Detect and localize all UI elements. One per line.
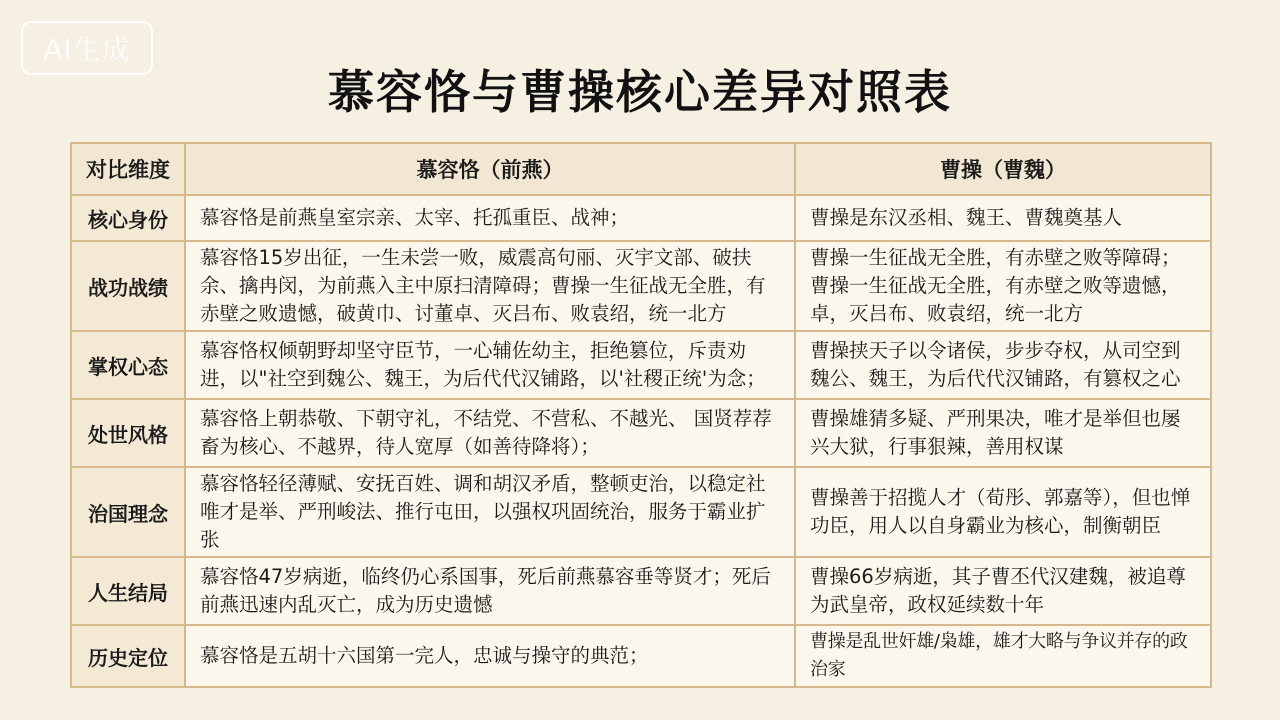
comparison-table — [70, 142, 1212, 688]
header-dimension: 对比维度 — [71, 143, 185, 195]
row-dimension: 掌权心态 — [71, 331, 185, 399]
cell-caocao: 曹操挟天子以令诸侯，步步夺权，从司空到魏公、魏王，为后代代汉铺路，有篡权之心 — [795, 331, 1211, 399]
table-row — [71, 557, 1211, 625]
row-dimension: 人生结局 — [71, 557, 185, 625]
row-dimension: 处世风格 — [71, 399, 185, 467]
ai-generated-badge: AI生成 — [21, 21, 153, 75]
table-row — [71, 625, 1211, 687]
table-row — [71, 195, 1211, 241]
header-murong: 慕容恪（前燕） — [185, 143, 795, 195]
cell-caocao: 曹操善于招揽人才（荀彤、郭嘉等），但也惮功臣，用人以自身霸业为核心，制衡朝臣 — [795, 467, 1211, 557]
row-dimension: 核心身份 — [71, 195, 185, 241]
cell-caocao: 曹操雄猜多疑、严刑果决，唯才是举但也屡兴大狱，行事狠辣，善用权谋 — [795, 399, 1211, 467]
row-dimension: 治国理念 — [71, 467, 185, 557]
page-title: 慕容恪与曹操核心差异对照表 — [328, 65, 952, 119]
cell-murong: 慕容恪轻径薄赋、安抚百姓、调和胡汉矛盾，整顿吏治，以稳定社唯才是举、严刑峻法、推行屯田，以强权巩固统治，服务于霸业扩张 — [185, 467, 795, 557]
cell-murong: 慕容恪是五胡十六国第一完人，忠诚与操守的典范； — [185, 625, 795, 687]
table-header-row — [71, 143, 1211, 195]
cell-murong: 慕容恪上朝恭敬、下朝守礼，不结党、不营私、不越光、 国贤荐荐畜为核心、不越界，待人宽厚（如善待降将）； — [185, 399, 795, 467]
table-row — [71, 467, 1211, 557]
cell-caocao: 曹操是乱世奸雄/枭雄，雄才大略与争议并存的政治家 — [795, 625, 1211, 687]
table-row — [71, 399, 1211, 467]
cell-murong: 慕容恪是前燕皇室宗亲、太宰、托孤重臣、战神； — [185, 195, 795, 241]
cell-caocao: 曹操66岁病逝，其子曹丕代汉建魏，被追尊为武皇帝，政权延续数十年 — [795, 557, 1211, 625]
table-row — [71, 241, 1211, 331]
row-dimension: 战功战绩 — [71, 241, 185, 331]
table-row — [71, 331, 1211, 399]
row-dimension: 历史定位 — [71, 625, 185, 687]
cell-caocao: 曹操是东汉丞相、魏王、曹魏奠基人 — [795, 195, 1211, 241]
comparison-table-container — [70, 142, 1210, 688]
cell-caocao: 曹操一生征战无全胜，有赤壁之败等障碍；曹操一生征战无全胜，有赤壁之败等遗憾，卓，灭吕布、败袁绍，统一北方 — [795, 241, 1211, 331]
cell-murong: 慕容恪权倾朝野却坚守臣节，一心辅佐幼主，拒绝篡位，斥责劝进，以"社空到魏公、魏王，为后代代汉铺路，以'社稷正统'为念； — [185, 331, 795, 399]
header-caocao: 曹操（曹魏） — [795, 143, 1211, 195]
cell-murong: 慕容恪47岁病逝，临终仍心系国事，死后前燕慕容垂等贤才；死后前燕迅速内乱灭亡，成为历史遗憾 — [185, 557, 795, 625]
cell-murong: 慕容恪15岁出征，一生未尝一败，威震高句丽、灭宇文部、破扶余、擒冉闵，为前燕入主中原扫清障碍；曹操一生征战无全胜，有赤壁之败遗憾，破黄巾、讨董卓、灭吕布、败袁绍，统一北方 — [185, 241, 795, 331]
